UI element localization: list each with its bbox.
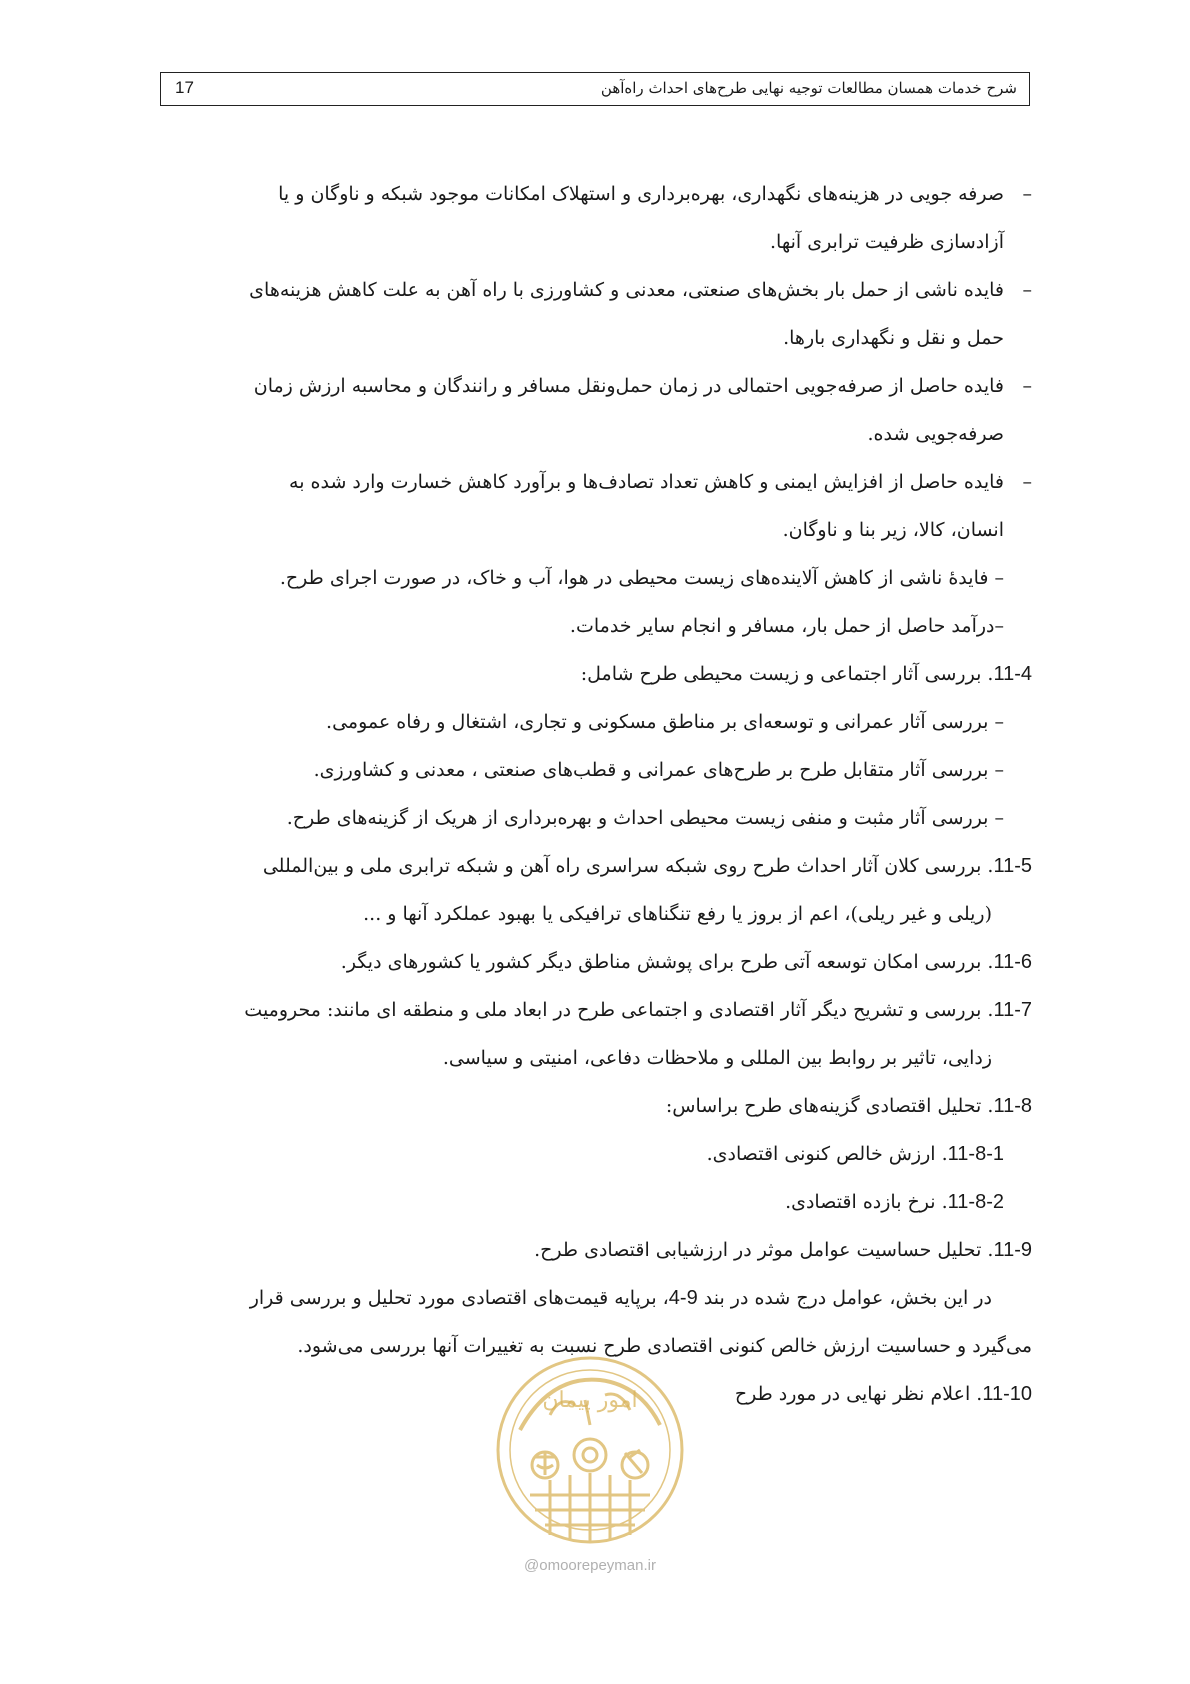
subsection-heading: 11-8-1. ارزش خالص کنونی اقتصادی.	[706, 1143, 1004, 1165]
section-number: 11-6	[993, 951, 1032, 973]
section-continuation: زدایی، تاثیر بر روابط بین المللی و ملاحظات دفاعی، امنیتی و سیاسی.	[442, 1047, 992, 1069]
section-number: 11-8	[993, 1095, 1032, 1117]
section-heading: 11-4. بررسی آثار اجتماعی و زیست محیطی طرح شامل:	[580, 663, 1032, 685]
dash-marker: –	[1022, 279, 1032, 301]
bullet-item: –فایده حاصل از صرفه‌جویی احتمالی در زمان حمل‌ونقل مسافر و رانندگان و محاسبه ارزش زمان صرفه‌جویی شده.	[172, 362, 1032, 458]
section-number: 11-7	[993, 999, 1032, 1021]
page-number: 17	[175, 78, 194, 97]
stamp-lettering: امور پیمان	[542, 1388, 638, 1413]
bullet-item: – بررسی آثار مثبت و منفی زیست محیطی احداث و بهره‌برداری از هریک از گزینه‌های طرح.	[286, 807, 1004, 829]
bullet-item: – فایدهٔ ناشی از کاهش آلاینده‌های زیست محیطی در هوا، آب و خاک، در صورت اجرای طرح.	[279, 567, 1004, 589]
section-heading: 11-8. تحلیل اقتصادی گزینه‌های طرح براساس:	[665, 1095, 1032, 1117]
document-body	[172, 170, 1032, 1418]
section-heading: 11-7. بررسی و تشریح دیگر آثار اقتصادی و اجتماعی طرح در ابعاد ملی و منطقه ای مانند: محرومیت	[244, 999, 1032, 1021]
subsection-number: 11-8-1	[947, 1143, 1004, 1165]
section-number: 11-5	[993, 855, 1032, 877]
section-number: 11-4	[993, 663, 1032, 685]
subsection-number: 11-8-2	[947, 1191, 1004, 1213]
bullet-item: –درآمد حاصل از حمل بار، مسافر و انجام سایر خدمات.	[569, 615, 1004, 637]
section-heading: 11-10. اعلام نظر نهایی در مورد طرح	[734, 1383, 1032, 1405]
section-paragraph: در این بخش، عوامل درج شده در بند 9-4، برپایه قیمت‌های اقتصادی مورد تحلیل و بررسی قرار	[249, 1287, 992, 1309]
bullet-item: –فایده ناشی از حمل بار بخش‌های صنعتی، معدنی و کشاورزی با راه آهن به علت کاهش هزینه‌های حمل و نقل و نگهداری بارها.	[172, 266, 1032, 362]
bullet-item: –فایده حاصل از افزایش ایمنی و کاهش تعداد تصادف‌ها و برآورد کاهش خسارت وارد شده به انسان، کالا، زیر بنا و ناوگان.	[172, 458, 1032, 554]
bullet-item: –صرفه جویی در هزینه‌های نگهداری، بهره‌برداری و استهلاک امکانات موجود شبکه و ناوگان و یا آزادسازی ظرفیت ترابری آنها.	[172, 170, 1032, 266]
bullet-item: – بررسی آثار عمرانی و توسعه‌ای بر مناطق مسکونی و تجاری، اشتغال و رفاه عمومی.	[326, 711, 1004, 733]
bullet-item: – بررسی آثار متقابل طرح بر طرح‌های عمرانی و قطب‌های صنعتی ، معدنی و کشاورزی.	[313, 759, 1004, 781]
dash-marker: –	[1022, 375, 1032, 397]
section-heading: 11-5. بررسی کلان آثار احداث طرح روی شبکه سراسری راه آهن و شبکه ترابری ملی و بین‌المللی	[262, 855, 1032, 877]
reference-number: 9-4	[668, 1287, 698, 1309]
section-heading: 11-9. تحلیل حساسیت عوامل موثر در ارزشیابی اقتصادی طرح.	[534, 1239, 1032, 1261]
section-heading: 11-6. بررسی امکان توسعه آتی طرح برای پوشش مناطق دیگر کشور یا کشورهای دیگر.	[340, 951, 1032, 973]
dash-marker: –	[1022, 183, 1032, 205]
watermark-stamp-logo	[490, 1345, 690, 1555]
watermark-url: @omoorepeyman.ir	[524, 1557, 656, 1574]
running-title: شرح خدمات همسان مطالعات توجیه نهایی طرح‌های احداث راه‌آهن	[600, 79, 1017, 97]
dash-marker: –	[1022, 471, 1032, 493]
subsection-heading: 11-8-2. نرخ بازده اقتصادی.	[785, 1191, 1004, 1213]
section-number: 11-10	[982, 1383, 1032, 1405]
page-header	[160, 72, 1030, 106]
section-continuation: (ریلی و غیر ریلی)، اعم از بروز یا رفع تنگناهای ترافیکی یا بهبود عملکرد آنها و ...	[363, 903, 992, 925]
section-paragraph-continuation: می‌گیرد و حساسیت ارزش خالص کنونی اقتصادی طرح نسبت به تغییرات آنها بررسی می‌شود.	[297, 1335, 1032, 1357]
section-number: 11-9	[993, 1239, 1032, 1261]
